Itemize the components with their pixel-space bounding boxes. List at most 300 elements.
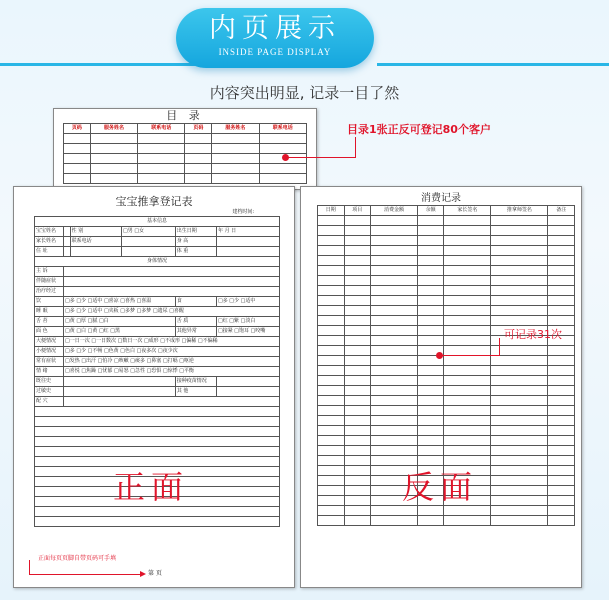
body-value[interactable]: □黄 □白 □黄 □红 □黑 — [64, 327, 176, 337]
toc-cell[interactable] — [212, 174, 259, 184]
back-cell[interactable] — [444, 416, 491, 426]
back-row — [318, 276, 575, 286]
basic-cell[interactable] — [122, 247, 176, 257]
blank-cell[interactable] — [35, 407, 280, 417]
back-cell[interactable] — [444, 316, 491, 326]
back-cell[interactable] — [491, 456, 548, 466]
body-row — [35, 337, 280, 347]
back-cell[interactable] — [417, 436, 444, 446]
toc-cell[interactable] — [185, 134, 212, 144]
back-row — [318, 306, 575, 316]
back-cell[interactable] — [548, 376, 575, 386]
toc-cell[interactable] — [64, 174, 91, 184]
back-cell[interactable] — [444, 346, 491, 356]
back-cell[interactable] — [491, 306, 548, 316]
body-row — [35, 297, 280, 307]
body-value[interactable]: □接紧 □饱耳 □咬嘴 — [216, 327, 279, 337]
back-cell[interactable] — [444, 306, 491, 316]
basic-cell[interactable] — [64, 237, 71, 247]
back-cell[interactable] — [371, 386, 418, 396]
toc-cell[interactable] — [259, 164, 306, 174]
body-label: 面 色 — [35, 327, 64, 337]
toc-cell[interactable] — [90, 144, 137, 154]
back-cell[interactable] — [344, 416, 371, 426]
toc-cell[interactable] — [64, 134, 91, 144]
back-cell[interactable] — [548, 506, 575, 516]
back-cell[interactable] — [417, 226, 444, 236]
toc-cell[interactable] — [185, 174, 212, 184]
back-cell[interactable] — [318, 516, 345, 526]
back-cell[interactable] — [371, 326, 418, 336]
back-cell[interactable] — [371, 416, 418, 426]
back-cell[interactable] — [491, 506, 548, 516]
tagline: 内容突出明显, 记录一目了然 — [209, 84, 400, 102]
back-cell[interactable] — [548, 406, 575, 416]
back-cell[interactable] — [318, 306, 345, 316]
back-cell[interactable] — [491, 296, 548, 306]
back-cell[interactable] — [417, 386, 444, 396]
toc-cell[interactable] — [185, 164, 212, 174]
back-row — [318, 436, 575, 446]
back-cell[interactable] — [417, 376, 444, 386]
front-title: 宝宝推拿登记表 — [115, 195, 193, 208]
back-cell[interactable] — [344, 366, 371, 376]
body-value[interactable]: □一日一次 □一日数次 □数日一次 □成形 □不成形 □偏稀 □不偏稀 — [64, 337, 280, 347]
back-cell[interactable] — [344, 336, 371, 346]
back-cell[interactable] — [444, 286, 491, 296]
back-cell[interactable] — [318, 226, 345, 236]
back-cell[interactable] — [417, 366, 444, 376]
back-cell[interactable] — [318, 406, 345, 416]
back-cell[interactable] — [344, 446, 371, 456]
back-cell[interactable] — [444, 276, 491, 286]
back-cell[interactable] — [491, 356, 548, 366]
toc-cell[interactable] — [212, 144, 259, 154]
toc-cell[interactable] — [90, 164, 137, 174]
body-row — [35, 387, 280, 397]
back-cell[interactable] — [548, 466, 575, 476]
back-cell[interactable] — [318, 396, 345, 406]
back-cell[interactable] — [491, 466, 548, 476]
body-value[interactable] — [64, 287, 280, 297]
back-cell[interactable] — [318, 436, 345, 446]
toc-cell[interactable] — [64, 164, 91, 174]
body-value[interactable] — [64, 277, 280, 287]
body-value[interactable]: □多 □少 □不畅 □色黄 □色白 □夜多次 □夜少次 — [64, 347, 280, 357]
back-cell[interactable] — [491, 436, 548, 446]
back-cell[interactable] — [344, 386, 371, 396]
footer-arrow-line — [29, 574, 141, 575]
back-row — [318, 356, 575, 366]
back-cell[interactable] — [417, 446, 444, 456]
body-value[interactable] — [216, 387, 279, 397]
body-label: 主 诉 — [35, 267, 64, 277]
back-cell[interactable] — [344, 476, 371, 486]
body-value[interactable] — [64, 267, 280, 277]
back-cell[interactable] — [491, 256, 548, 266]
blank-cell[interactable] — [35, 427, 280, 437]
back-cell[interactable] — [548, 446, 575, 456]
back-cell[interactable] — [344, 396, 371, 406]
back-column-header: 备注 — [548, 206, 575, 216]
back-cell[interactable] — [548, 496, 575, 506]
basic-cell[interactable] — [64, 247, 71, 257]
toc-cell[interactable] — [212, 154, 259, 164]
front-big-label: 正面 — [113, 468, 190, 506]
back-cell[interactable] — [344, 346, 371, 356]
back-cell[interactable] — [371, 516, 418, 526]
toc-cell[interactable] — [212, 164, 259, 174]
back-cell[interactable] — [444, 386, 491, 396]
body-row — [35, 277, 280, 287]
body-label: 配 穴 — [35, 397, 64, 407]
back-cell[interactable] — [548, 486, 575, 496]
basic-cell[interactable] — [216, 237, 279, 247]
back-cell[interactable] — [417, 426, 444, 436]
back-cell[interactable] — [491, 236, 548, 246]
toc-cell[interactable] — [138, 134, 185, 144]
toc-cell[interactable] — [64, 154, 91, 164]
back-cell[interactable] — [491, 226, 548, 236]
back-cell[interactable] — [491, 386, 548, 396]
back-cell[interactable] — [344, 236, 371, 246]
toc-cell[interactable] — [90, 134, 137, 144]
back-cell[interactable] — [548, 426, 575, 436]
back-cell[interactable] — [344, 516, 371, 526]
back-cell[interactable] — [344, 436, 371, 446]
basic-cell: 出生日期 — [175, 227, 216, 237]
back-cell[interactable] — [344, 296, 371, 306]
back-cell[interactable] — [344, 256, 371, 266]
back-cell[interactable] — [318, 356, 345, 366]
back-cell[interactable] — [371, 346, 418, 356]
back-cell[interactable] — [318, 426, 345, 436]
back-cell[interactable] — [371, 256, 418, 266]
back-cell[interactable] — [371, 376, 418, 386]
back-cell[interactable] — [444, 226, 491, 236]
back-cell[interactable] — [344, 486, 371, 496]
back-cell[interactable] — [371, 366, 418, 376]
back-cell[interactable] — [344, 456, 371, 466]
back-cell[interactable] — [318, 346, 345, 356]
back-cell[interactable] — [417, 306, 444, 316]
toc-cell[interactable] — [138, 174, 185, 184]
back-cell[interactable] — [548, 346, 575, 356]
back-cell[interactable] — [318, 316, 345, 326]
back-cell[interactable] — [548, 456, 575, 466]
back-cell[interactable] — [371, 306, 418, 316]
back-cell[interactable] — [548, 246, 575, 256]
back-cell[interactable] — [491, 426, 548, 436]
header-title: 内页展示 — [209, 13, 341, 44]
back-cell[interactable] — [548, 236, 575, 246]
back-cell[interactable] — [318, 496, 345, 506]
back-cell[interactable] — [318, 246, 345, 256]
back-cell[interactable] — [318, 276, 345, 286]
body-value[interactable] — [216, 377, 279, 387]
blank-cell[interactable] — [35, 517, 280, 527]
blank-cell[interactable] — [35, 437, 280, 447]
back-cell[interactable] — [417, 286, 444, 296]
back-cell[interactable] — [371, 276, 418, 286]
blank-row — [35, 447, 280, 457]
back-annotation-dot — [436, 352, 443, 359]
back-cell[interactable] — [444, 246, 491, 256]
basic-cell[interactable]: □男 □女 — [122, 227, 176, 237]
back-cell[interactable] — [344, 226, 371, 236]
toc-cell[interactable] — [90, 154, 137, 164]
basic-cell[interactable]: 年 月 日 — [216, 227, 279, 237]
back-cell[interactable] — [444, 406, 491, 416]
back-cell[interactable] — [548, 286, 575, 296]
toc-row — [64, 164, 307, 174]
back-cell[interactable] — [318, 386, 345, 396]
back-cell[interactable] — [417, 406, 444, 416]
back-cell[interactable] — [318, 456, 345, 466]
basic-cell[interactable] — [64, 227, 71, 237]
back-cell[interactable] — [318, 296, 345, 306]
back-cell[interactable] — [417, 276, 444, 286]
back-row — [318, 316, 575, 326]
toc-cell[interactable] — [185, 154, 212, 164]
back-cell[interactable] — [491, 266, 548, 276]
back-cell[interactable] — [491, 476, 548, 486]
back-cell[interactable] — [344, 266, 371, 276]
toc-cell[interactable] — [138, 144, 185, 154]
back-cell[interactable] — [417, 246, 444, 256]
back-cell[interactable] — [491, 486, 548, 496]
back-cell[interactable] — [548, 386, 575, 396]
back-cell[interactable] — [417, 336, 444, 346]
back-cell[interactable] — [318, 266, 345, 276]
blank-cell[interactable] — [35, 417, 280, 427]
back-cell[interactable] — [371, 226, 418, 236]
body-value[interactable] — [64, 377, 176, 387]
back-cell[interactable] — [344, 316, 371, 326]
back-cell[interactable] — [417, 516, 444, 526]
back-cell[interactable] — [371, 286, 418, 296]
back-cell[interactable] — [491, 216, 548, 226]
toc-table — [63, 123, 307, 184]
back-cell[interactable] — [444, 326, 491, 336]
back-cell[interactable] — [344, 496, 371, 506]
back-cell[interactable] — [417, 236, 444, 246]
basic-cell: 住 址 — [35, 247, 64, 257]
back-cell[interactable] — [444, 336, 491, 346]
back-cell[interactable] — [548, 276, 575, 286]
back-cell[interactable] — [444, 396, 491, 406]
body-value[interactable]: □发热 □出汗 □怕冷 □咳嗽 □痰多 □鼻塞 □打嗝 □呕逆 — [64, 357, 280, 367]
back-cell[interactable] — [548, 316, 575, 326]
body-value[interactable]: □多 □少 □适中 □夹板 □多梦 □多梦 □遗尿 □喜醒 — [64, 307, 280, 317]
back-cell[interactable] — [371, 246, 418, 256]
back-cell[interactable] — [444, 376, 491, 386]
back-cell[interactable] — [491, 246, 548, 256]
back-cell[interactable] — [318, 366, 345, 376]
section-body: 身体情况 — [35, 257, 280, 267]
back-cell[interactable] — [444, 436, 491, 446]
back-cell[interactable] — [491, 406, 548, 416]
back-cell[interactable] — [318, 446, 345, 456]
back-cell[interactable] — [548, 366, 575, 376]
back-cell[interactable] — [318, 326, 345, 336]
back-cell[interactable] — [491, 276, 548, 286]
back-cell[interactable] — [318, 216, 345, 226]
back-cell[interactable] — [371, 426, 418, 436]
back-cell[interactable] — [548, 416, 575, 426]
basic-cell[interactable] — [216, 247, 279, 257]
back-cell[interactable] — [444, 516, 491, 526]
back-cell[interactable] — [417, 256, 444, 266]
body-label: 睡 眠 — [35, 307, 64, 317]
back-cell[interactable] — [548, 226, 575, 236]
back-cell[interactable] — [371, 406, 418, 416]
back-cell[interactable] — [344, 376, 371, 386]
back-cell[interactable] — [371, 236, 418, 246]
back-cell[interactable] — [344, 286, 371, 296]
back-row — [318, 286, 575, 296]
back-cell[interactable] — [548, 476, 575, 486]
back-cell[interactable] — [417, 316, 444, 326]
back-cell[interactable] — [371, 356, 418, 366]
back-cell[interactable] — [417, 216, 444, 226]
back-cell[interactable] — [417, 416, 444, 426]
basic-row — [35, 247, 280, 257]
back-cell[interactable] — [344, 306, 371, 316]
back-cell[interactable] — [548, 516, 575, 526]
back-cell[interactable] — [491, 366, 548, 376]
toc-row — [64, 144, 307, 154]
basic-cell[interactable] — [122, 237, 176, 247]
body-row — [35, 397, 280, 407]
back-cell[interactable] — [318, 336, 345, 346]
back-cell[interactable] — [444, 366, 491, 376]
back-cell[interactable] — [371, 216, 418, 226]
back-cell[interactable] — [548, 356, 575, 366]
back-cell[interactable] — [318, 286, 345, 296]
back-cell[interactable] — [444, 236, 491, 246]
body-value[interactable] — [64, 387, 176, 397]
basic-row — [35, 227, 280, 237]
back-cell[interactable] — [344, 326, 371, 336]
body-value[interactable] — [64, 397, 280, 407]
back-cell[interactable] — [548, 296, 575, 306]
back-cell[interactable] — [548, 256, 575, 266]
toc-cell[interactable] — [90, 174, 137, 184]
body-row — [35, 377, 280, 387]
back-cell[interactable] — [344, 506, 371, 516]
body-row — [35, 367, 280, 377]
toc-cell[interactable] — [212, 134, 259, 144]
toc-cell[interactable] — [259, 144, 306, 154]
back-cell[interactable] — [344, 466, 371, 476]
back-cell[interactable] — [548, 266, 575, 276]
toc-cell[interactable] — [138, 154, 185, 164]
back-cell[interactable] — [371, 266, 418, 276]
back-cell[interactable] — [318, 236, 345, 246]
back-cell[interactable] — [491, 316, 548, 326]
back-cell[interactable] — [444, 216, 491, 226]
back-cell[interactable] — [548, 216, 575, 226]
back-cell[interactable] — [548, 436, 575, 446]
back-sheet — [300, 186, 582, 588]
back-cell[interactable] — [318, 486, 345, 496]
back-cell[interactable] — [344, 246, 371, 256]
body-label: 接种疫苗情况 — [175, 377, 216, 387]
back-cell[interactable] — [548, 396, 575, 406]
toc-cell[interactable] — [259, 134, 306, 144]
body-label: 治疗经过 — [35, 287, 64, 297]
toc-column-header: 服务姓名 — [90, 124, 137, 134]
basic-cell: 联系电话 — [70, 237, 121, 247]
back-cell[interactable] — [371, 296, 418, 306]
toc-column-header: 联系电话 — [138, 124, 185, 134]
back-cell[interactable] — [491, 396, 548, 406]
back-cell[interactable] — [491, 496, 548, 506]
body-value[interactable]: □喜悦 □焦躁 □忧郁 □易怒 □急性 □恐惧 □惊悸 □平衡 — [64, 367, 280, 377]
back-cell[interactable] — [444, 426, 491, 436]
back-cell[interactable] — [548, 306, 575, 316]
back-cell[interactable] — [318, 416, 345, 426]
back-cell[interactable] — [491, 376, 548, 386]
blank-cell[interactable] — [35, 447, 280, 457]
body-value[interactable]: □多 □少 □适中 □喜凉 □喜热 □喜温 — [64, 297, 176, 307]
back-cell[interactable] — [344, 216, 371, 226]
toc-cell[interactable] — [185, 144, 212, 154]
back-cell[interactable] — [491, 286, 548, 296]
back-cell[interactable] — [318, 476, 345, 486]
back-cell[interactable] — [491, 416, 548, 426]
toc-cell[interactable] — [138, 164, 185, 174]
back-cell[interactable] — [417, 326, 444, 336]
back-cell[interactable] — [344, 276, 371, 286]
back-cell[interactable] — [371, 396, 418, 406]
body-value[interactable]: □多 □少 □适中 — [216, 297, 279, 307]
body-label: 常有症状 — [35, 357, 64, 367]
back-cell[interactable] — [344, 356, 371, 366]
back-cell[interactable] — [491, 516, 548, 526]
back-cell[interactable] — [318, 466, 345, 476]
back-cell[interactable] — [444, 256, 491, 266]
back-cell[interactable] — [318, 376, 345, 386]
blank-cell[interactable] — [35, 507, 280, 517]
back-cell[interactable] — [371, 436, 418, 446]
back-cell[interactable] — [318, 506, 345, 516]
body-value[interactable]: □黄 □厚 □腻 □白 — [64, 317, 176, 327]
body-value[interactable]: □红 □紫 □淡白 — [216, 317, 279, 327]
back-cell[interactable] — [417, 266, 444, 276]
back-cell[interactable] — [371, 446, 418, 456]
back-cell[interactable] — [444, 356, 491, 366]
back-cell[interactable] — [444, 296, 491, 306]
toc-cell[interactable] — [259, 174, 306, 184]
footer-arrow-vertical — [29, 560, 30, 575]
back-cell[interactable] — [491, 446, 548, 456]
back-cell[interactable] — [444, 266, 491, 276]
back-cell[interactable] — [417, 296, 444, 306]
back-cell[interactable] — [344, 406, 371, 416]
back-cell[interactable] — [417, 396, 444, 406]
back-cell[interactable] — [444, 446, 491, 456]
back-cell[interactable] — [371, 336, 418, 346]
back-cell[interactable] — [344, 426, 371, 436]
toc-annotation: 目录1张正反可登记80个客户 — [347, 123, 491, 136]
toc-cell[interactable] — [64, 144, 91, 154]
back-cell[interactable] — [371, 316, 418, 326]
back-cell[interactable] — [318, 256, 345, 266]
header-banner — [176, 8, 374, 68]
body-label: 既往史 — [35, 377, 64, 387]
